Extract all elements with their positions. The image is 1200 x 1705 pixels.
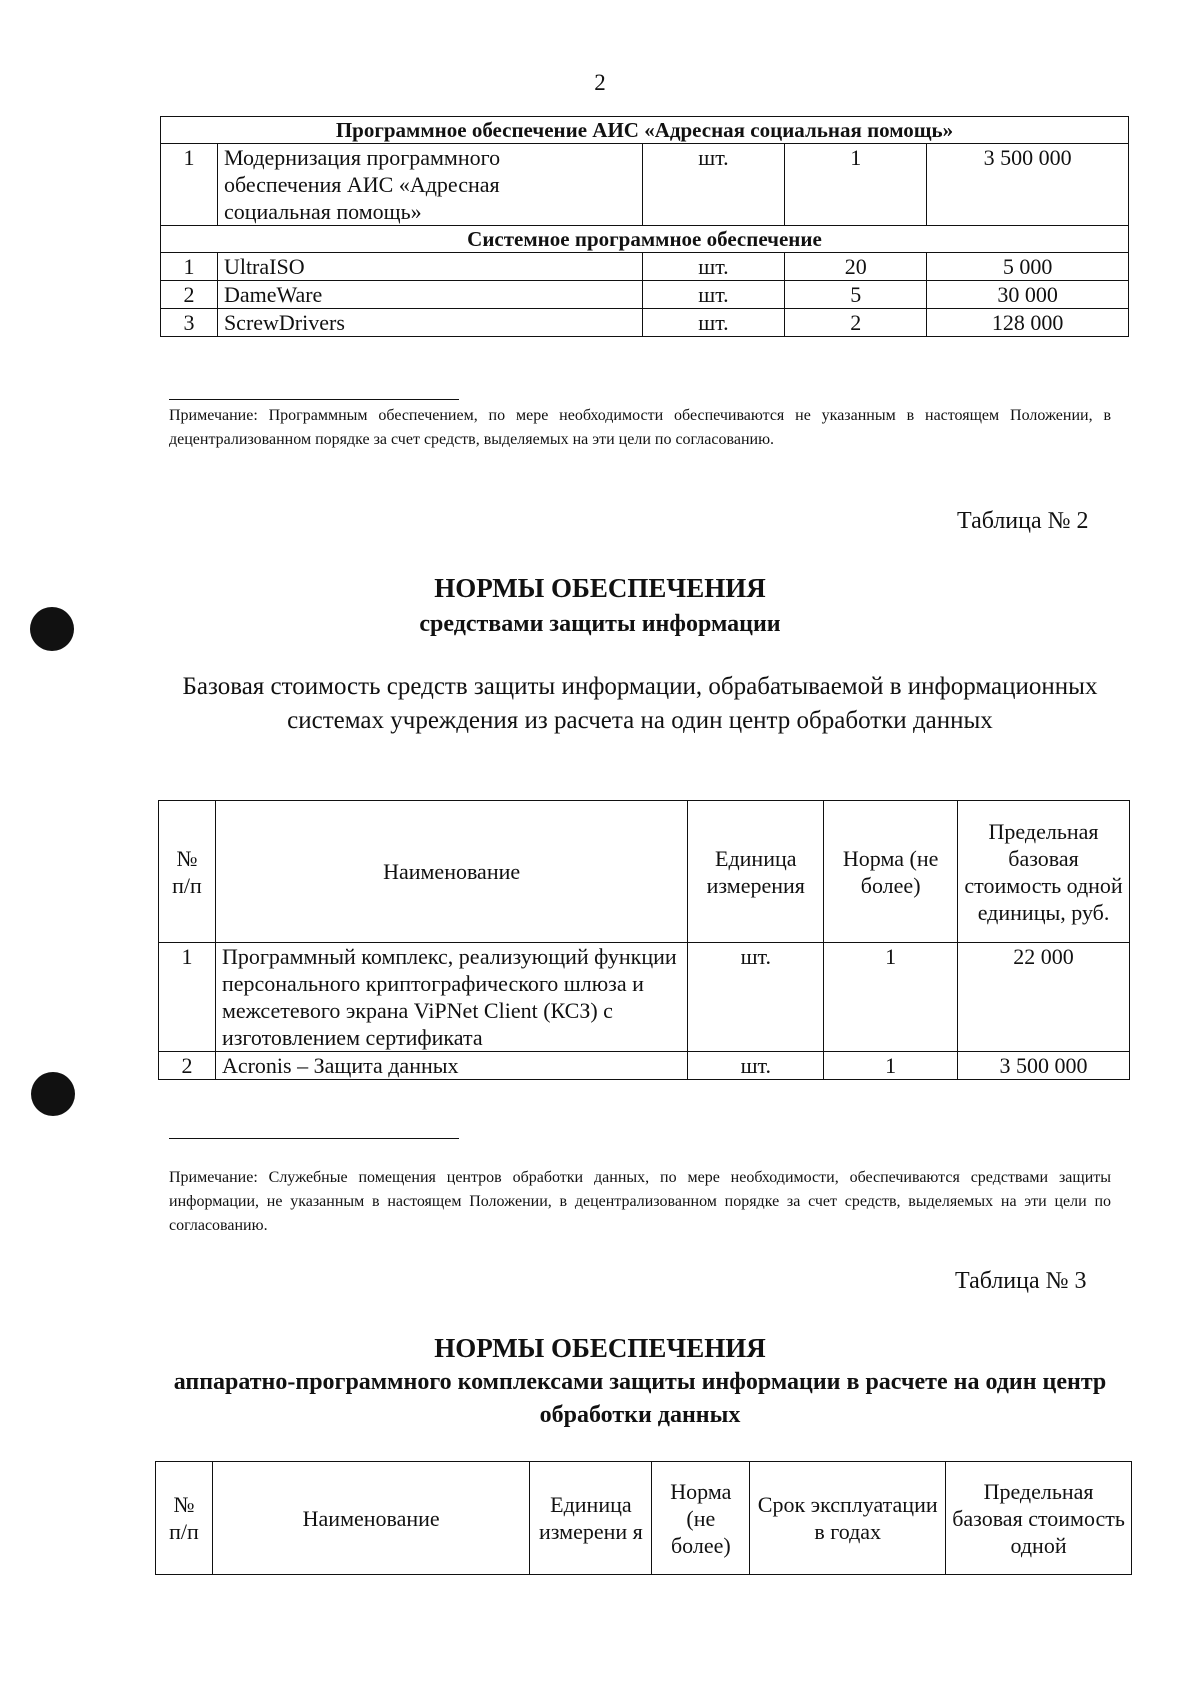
column-header: Наименование [215,801,687,943]
row-name: ScrewDrivers [217,309,642,337]
row-number: 1 [159,943,216,1052]
row-number: 2 [159,1052,216,1080]
information-security-table [158,800,1130,1080]
table-section-header [161,226,1129,253]
row-unit: шт. [688,943,824,1052]
row-price: 3 500 000 [958,1052,1130,1080]
column-header: Норма (не более) [824,801,958,943]
section-title: Программное обеспечение АИС «Адресная социальная помощь» [161,117,1129,144]
column-header: № п/п [159,801,216,943]
section-heading: НОРМЫ ОБЕСПЕЧЕНИЯ [434,1333,766,1363]
row-unit: шт. [642,309,785,337]
row-quantity: 1 [824,1052,958,1080]
column-header: Предельная базовая стоимость одной единицы, руб. [958,801,1130,943]
table-row [161,144,1129,226]
page-number: 2 [594,70,606,95]
row-unit: шт. [642,253,785,281]
row-unit: шт. [642,281,785,309]
software-table [160,116,1129,337]
row-name: Acronis – Защита данных [215,1052,687,1080]
row-price: 30 000 [927,281,1129,309]
row-number: 1 [161,253,218,281]
section-heading: НОРМЫ ОБЕСПЕЧЕНИЯ [434,573,766,603]
section-subheading: средствами защиты информации [419,611,781,637]
section-title: Системное программное обеспечение [161,226,1129,253]
row-name: DameWare [217,281,642,309]
column-header: № п/п [156,1462,213,1575]
row-unit: шт. [688,1052,824,1080]
table-row [159,1052,1130,1080]
punch-hole-mark [30,607,74,651]
row-quantity: 5 [785,281,927,309]
hardware-software-table [155,1461,1132,1575]
footnote-divider [169,399,459,400]
section-description: Базовая стоимость средств защиты информации, обрабатываемой в информационных системах учреждения из расчета на один центр обработки данных [182,673,1098,734]
punch-hole-mark [31,1072,75,1116]
column-header: Срок эксплуатации в годах [750,1462,946,1575]
row-name: Модернизация программного обеспечения АИС «Адресная социальная помощь» [217,144,642,226]
row-number: 3 [161,309,218,337]
column-header: Единица измерения [688,801,824,943]
row-name: Программный комплекс, реализующий функции персонального криптографического шлюза и межсетевого экрана ViPNet Client (КСЗ) с изготовлением сертификата [215,943,687,1052]
table-caption: Таблица № 2 [957,508,1089,534]
footnote-divider [169,1138,459,1139]
table-header-row [156,1462,1132,1575]
footnote-text: Примечание: Служебные помещения центров обработки данных, по мере необходимости, обеспечиваются средствами защиты информации, не указанным в настоящем Положении, в децентрализованном порядке за счет средств, выделяемых на эти цели по согласованию. [169,1169,1111,1234]
row-number: 2 [161,281,218,309]
row-unit: шт. [642,144,785,226]
column-header: Единица измерени я [530,1462,652,1575]
table-row [161,253,1129,281]
column-header: Предельная базовая стоимость одной [946,1462,1132,1575]
row-quantity: 2 [785,309,927,337]
row-quantity: 1 [824,943,958,1052]
table-header-row [159,801,1130,943]
column-header: Норма (не более) [652,1462,750,1575]
row-price: 5 000 [927,253,1129,281]
row-price: 22 000 [958,943,1130,1052]
table-caption: Таблица № 3 [955,1268,1087,1294]
footnote-text: Примечание: Программным обеспечением, по мере необходимости обеспечиваются не указанным в настоящем Положении, в децентрализованном порядке за счет средств, выделяемых на эти цели по согласованию. [169,407,1111,448]
row-name: UltraISO [217,253,642,281]
column-header: Наименование [212,1462,530,1575]
section-subheading: аппаратно-программного комплексами защиты информации в расчете на один центр обработки данных [173,1369,1107,1428]
row-quantity: 20 [785,253,927,281]
table-section-header [161,117,1129,144]
table-row [159,943,1130,1052]
table-row [161,281,1129,309]
row-price: 3 500 000 [927,144,1129,226]
table-row [161,309,1129,337]
row-number: 1 [161,144,218,226]
row-quantity: 1 [785,144,927,226]
row-price: 128 000 [927,309,1129,337]
